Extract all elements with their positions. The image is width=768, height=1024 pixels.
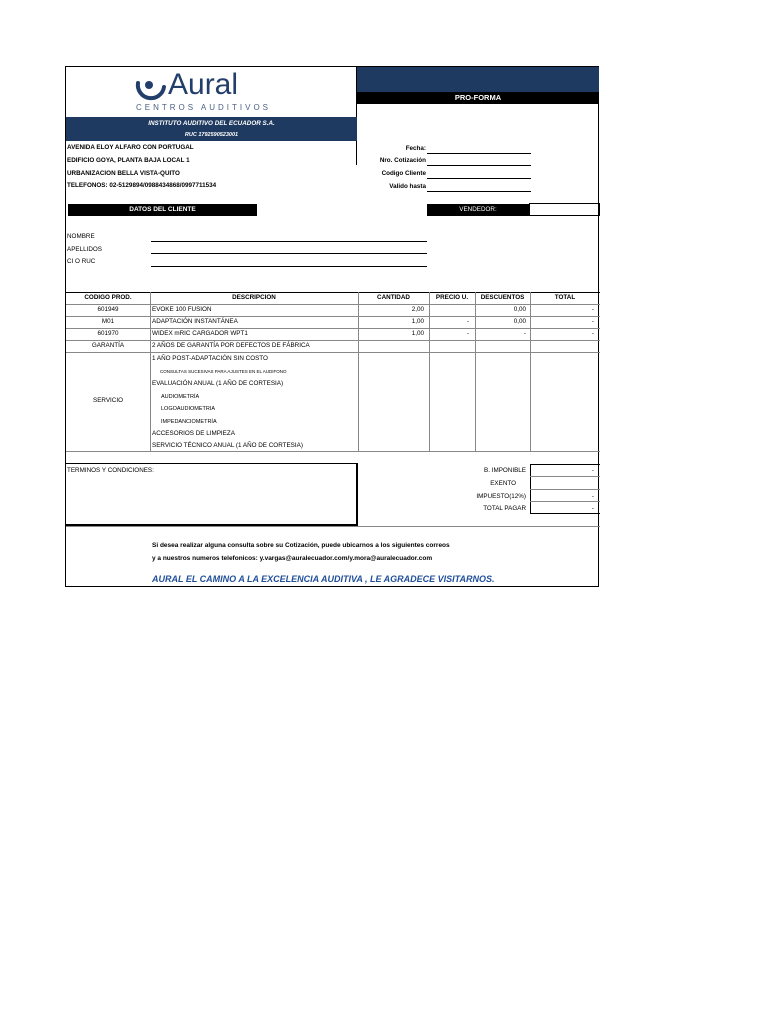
row3-total: - (591, 330, 594, 337)
row3-disc: - (523, 330, 526, 337)
total-impuesto-label: IMPUESTO(12%) (476, 493, 526, 500)
field-codigo-label: Codigo Cliente (381, 170, 426, 177)
company-ruc: RUC 1792590523001 (184, 132, 239, 138)
row4-desc: 2 AÑOS DE GARANTÍA POR DEFECTOS DE FÁBRICA (152, 342, 310, 349)
field-cotizacion-input[interactable] (427, 165, 531, 166)
client-ci-label: CI O RUC (67, 258, 96, 265)
address-line-1: AVENIDA ELOY ALFARO CON PORTUGAL (67, 144, 194, 151)
client-section-label: DATOS DEL CLIENTE (68, 204, 257, 216)
service-line-7: ACCESORIOS DE LIMPIEZA (152, 430, 235, 437)
vendor-label: VENDEDOR: (427, 204, 529, 216)
client-nombre-label: NOMBRE (67, 233, 95, 240)
vendor-input[interactable] (529, 203, 600, 216)
service-line-2: CONSULTAS SUCESIVAS PARA AJUSTES EN EL AUDIFONO (160, 369, 287, 374)
service-label: SERVICIO (93, 397, 123, 404)
field-valido-input[interactable] (427, 191, 531, 192)
col-header-descripcion: DESCRIPCION (232, 294, 276, 301)
row1-desc: EVOKE 100 FUSION (152, 306, 212, 313)
col-header-total: TOTAL (554, 294, 576, 301)
address-line-4: TELEFONOS: 02-5129894/0988434868/0997711534 (67, 182, 217, 189)
total-imponible-value: - (591, 467, 594, 474)
proforma-title: PRO-FORMA (357, 92, 599, 104)
row2-qty: 1,00 (411, 318, 424, 325)
ear-logo-icon (134, 77, 168, 103)
brand-tagline: CENTROS AUDITIVOS (136, 103, 272, 112)
row1-total: - (591, 306, 594, 313)
total-pagar-value: - (591, 505, 594, 512)
footer-line-2: y a nuestros numeros telefonicos: y.vargas@auralecuador.com/y.mora@auralecuador.com (152, 555, 433, 562)
terms-label: TERMINOS Y CONDICIONES: (67, 467, 154, 474)
aural-logo (134, 68, 274, 115)
header-navy-block (357, 67, 599, 92)
field-valido-label: Valido hasta (389, 183, 426, 190)
client-apellidos-input[interactable] (151, 253, 427, 254)
client-apellidos-label: APELLIDOS (67, 246, 102, 253)
total-imponible-label: B. IMPONIBLE (484, 467, 526, 474)
field-cotizacion-label: Nro. Cotización (379, 157, 426, 164)
company-name: INSTITUTO AUDITIVO DEL ECUADOR S.A. (148, 120, 275, 127)
client-nombre-input[interactable] (151, 241, 427, 242)
footer-slogan: AURAL EL CAMINO A LA EXCELENCIA AUDITIVA , LE AGRADECE VISITARNOS. (152, 574, 495, 584)
client-ci-input[interactable] (151, 266, 427, 267)
row2-disc: 0,00 (513, 318, 526, 325)
total-impuesto-value: - (591, 493, 594, 500)
row2-total: - (591, 318, 594, 325)
address-line-3: URBANIZACION BELLA VISTA-QUITO (67, 170, 180, 177)
row2-price: - (466, 318, 469, 325)
field-fecha-label: Fecha: (405, 145, 426, 152)
service-line-6: IMPEDANCIOMETRÍA (161, 419, 217, 425)
service-line-1: 1 AÑO POST-ADAPTACIÓN SIN COSTO (152, 355, 268, 362)
col-header-codigo: CODIGO PROD. (84, 294, 132, 301)
row1-qty: 2,00 (411, 306, 424, 313)
address-line-2: EDIFICIO GOYA, PLANTA BAJA LOCAL 1 (67, 157, 190, 164)
service-line-3: EVALUACIÓN ANUAL (1 AÑO DE CORTESIA) (152, 380, 284, 387)
row3-price: - (466, 330, 469, 337)
total-pagar-label: TOTAL PAGAR (483, 505, 526, 512)
service-line-4: AUDIOMETRÍA (161, 394, 200, 400)
service-line-5: LOGOAUDIOMETRIA (161, 406, 216, 412)
total-exento-label: EXENTO (490, 480, 516, 487)
proforma-sheet (65, 66, 599, 587)
row2-desc: ADAPTACIÓN INSTANTÁNEA (152, 318, 238, 325)
row3-qty: 1,00 (411, 330, 424, 337)
row2-code: M01 (101, 318, 115, 325)
row4-code: GARANTÍA (91, 342, 125, 349)
service-line-8: SERVICIO TÉCNICO ANUAL (1 AÑO DE CORTESIA) (152, 442, 303, 449)
row1-code: 601949 (97, 306, 119, 313)
field-fecha-input[interactable] (427, 153, 531, 154)
col-header-precio: PRECIO U. (435, 294, 469, 301)
row3-desc: WIDEX mRIC CARGADOR WPT1 (152, 330, 248, 337)
brand-name: Aural (168, 68, 239, 101)
product-table (66, 292, 600, 452)
row3-code: 601970 (97, 330, 119, 337)
footer-line-1: Si desea realizar alguna consulta sobre su Cotización, puede ubicarnos a los siguientes correos (152, 542, 450, 549)
col-header-descuentos: DESCUENTOS (480, 294, 525, 301)
col-header-cantidad: CANTIDAD (377, 294, 410, 301)
field-codigo-input[interactable] (427, 178, 531, 179)
row1-disc: 0,00 (513, 306, 526, 313)
